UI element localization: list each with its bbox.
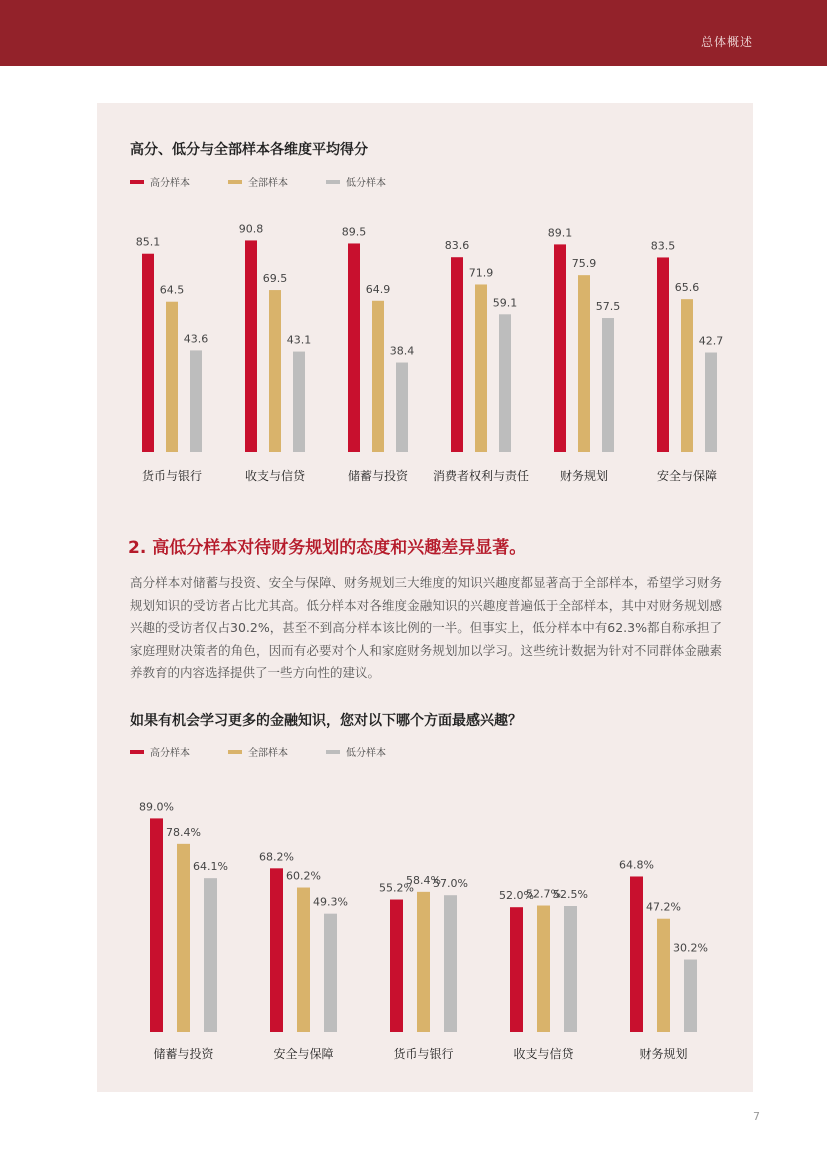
section-title: 总体概述	[700, 35, 753, 49]
value-label-high: 89.1	[547, 226, 573, 240]
value-label-all: 52.7%	[526, 887, 561, 901]
category-label: 财务规划	[639, 1047, 688, 1061]
value-label-high: 89.0%	[139, 800, 174, 814]
legend-label-all: 全部样本	[248, 178, 288, 189]
bar-all	[417, 892, 430, 1032]
value-label-all: 69.5	[262, 272, 288, 286]
category-label: 安全与保障	[656, 469, 718, 483]
category-label: 储蓄与投资	[347, 469, 409, 483]
value-label-low: 30.2%	[673, 941, 708, 955]
value-label-low: 43.1	[286, 333, 312, 347]
value-label-high: 64.8%	[619, 858, 654, 872]
category-label: 货币与银行	[141, 469, 203, 483]
value-label-low: 64.1%	[193, 860, 228, 874]
value-label-low: 43.6	[183, 332, 209, 346]
value-label-all: 64.9	[365, 282, 391, 296]
bar-high	[510, 907, 523, 1032]
value-label-all: 47.2%	[646, 900, 681, 914]
category-label: 货币与银行	[393, 1047, 454, 1061]
bar-low	[324, 914, 337, 1032]
legend-label-low: 低分样本	[346, 178, 386, 189]
category-label: 安全与保障	[273, 1047, 334, 1061]
value-label-all: 71.9	[468, 266, 494, 280]
chart2-title: 如果有机会学习更多的金融知识，您对以下哪个方面最感兴趣？	[130, 713, 522, 729]
value-label-low: 57.5	[595, 300, 621, 314]
bar-low	[684, 960, 697, 1032]
value-label-low: 42.7	[698, 334, 724, 348]
bar-all	[657, 919, 670, 1032]
value-label-low: 59.1	[492, 296, 518, 310]
legend-label-low: 低分样本	[346, 748, 386, 759]
category-label: 收支与信贷	[513, 1047, 574, 1061]
legend-label-all: 全部样本	[248, 748, 288, 759]
bar-high	[630, 876, 643, 1032]
value-label-all: 60.2%	[286, 869, 321, 883]
page-number: 7	[753, 1110, 760, 1123]
bar-all	[177, 844, 190, 1032]
value-label-all: 64.5	[159, 283, 185, 297]
value-label-all: 75.9	[571, 257, 597, 271]
section-heading: 2. 高低分样本对待财务规划的态度和兴趣差异显著。	[128, 538, 527, 558]
bar-low	[204, 878, 217, 1032]
value-label-high: 89.5	[341, 225, 367, 239]
value-label-high: 68.2%	[259, 850, 294, 864]
bar-all	[297, 888, 310, 1032]
value-label-high: 55.2%	[379, 881, 414, 895]
bar-low	[444, 895, 457, 1032]
bar-all	[537, 906, 550, 1032]
bar-high	[270, 868, 283, 1032]
value-label-low: 57.0%	[433, 877, 468, 891]
value-label-high: 90.8	[238, 222, 264, 236]
value-label-high: 52.0%	[499, 889, 534, 903]
value-label-all: 58.4%	[406, 873, 441, 887]
bar-high	[150, 818, 163, 1032]
category-label: 收支与信贷	[244, 469, 306, 483]
bar-low	[564, 906, 577, 1032]
chart1-title: 高分、低分与全部样本各维度平均得分	[130, 142, 368, 158]
value-label-high: 83.5	[650, 239, 676, 253]
value-label-all: 78.4%	[166, 825, 201, 839]
category-label: 消费者权利与责任	[432, 469, 530, 483]
legend-label-high: 高分样本	[150, 178, 190, 189]
value-label-low: 38.4	[389, 344, 415, 358]
section-paragraph: 高分样本对储蓄与投资、安全与保障、财务规划三大维度的知识兴趣度都显著高于全部样本，希望学习财务规划知识的受访者占比尤其高。低分样本对各维度金融知识的兴趣度普遍低于全部样本，其中对财务规划感兴趣的受访者仅占30.2%，甚至不到高分样本该比例的一半。但事实上，低分样本中有62.3%都自称承担了家庭理财决策者的角色，因而有必要对个人和家庭财务规划加以学习。这些统计数据为针对不同群体金融素养教育的内容选择提供了一些方向性的建议。	[130, 575, 722, 680]
category-label: 储蓄与投资	[153, 1047, 214, 1061]
value-label-high: 85.1	[135, 235, 161, 249]
value-label-low: 49.3%	[313, 895, 348, 909]
value-label-all: 65.6	[674, 281, 700, 295]
value-label-high: 83.6	[444, 239, 470, 253]
value-label-low: 52.5%	[553, 888, 588, 901]
category-label: 财务规划	[559, 469, 609, 483]
bar-high	[390, 900, 403, 1032]
legend-label-high: 高分样本	[150, 748, 190, 759]
